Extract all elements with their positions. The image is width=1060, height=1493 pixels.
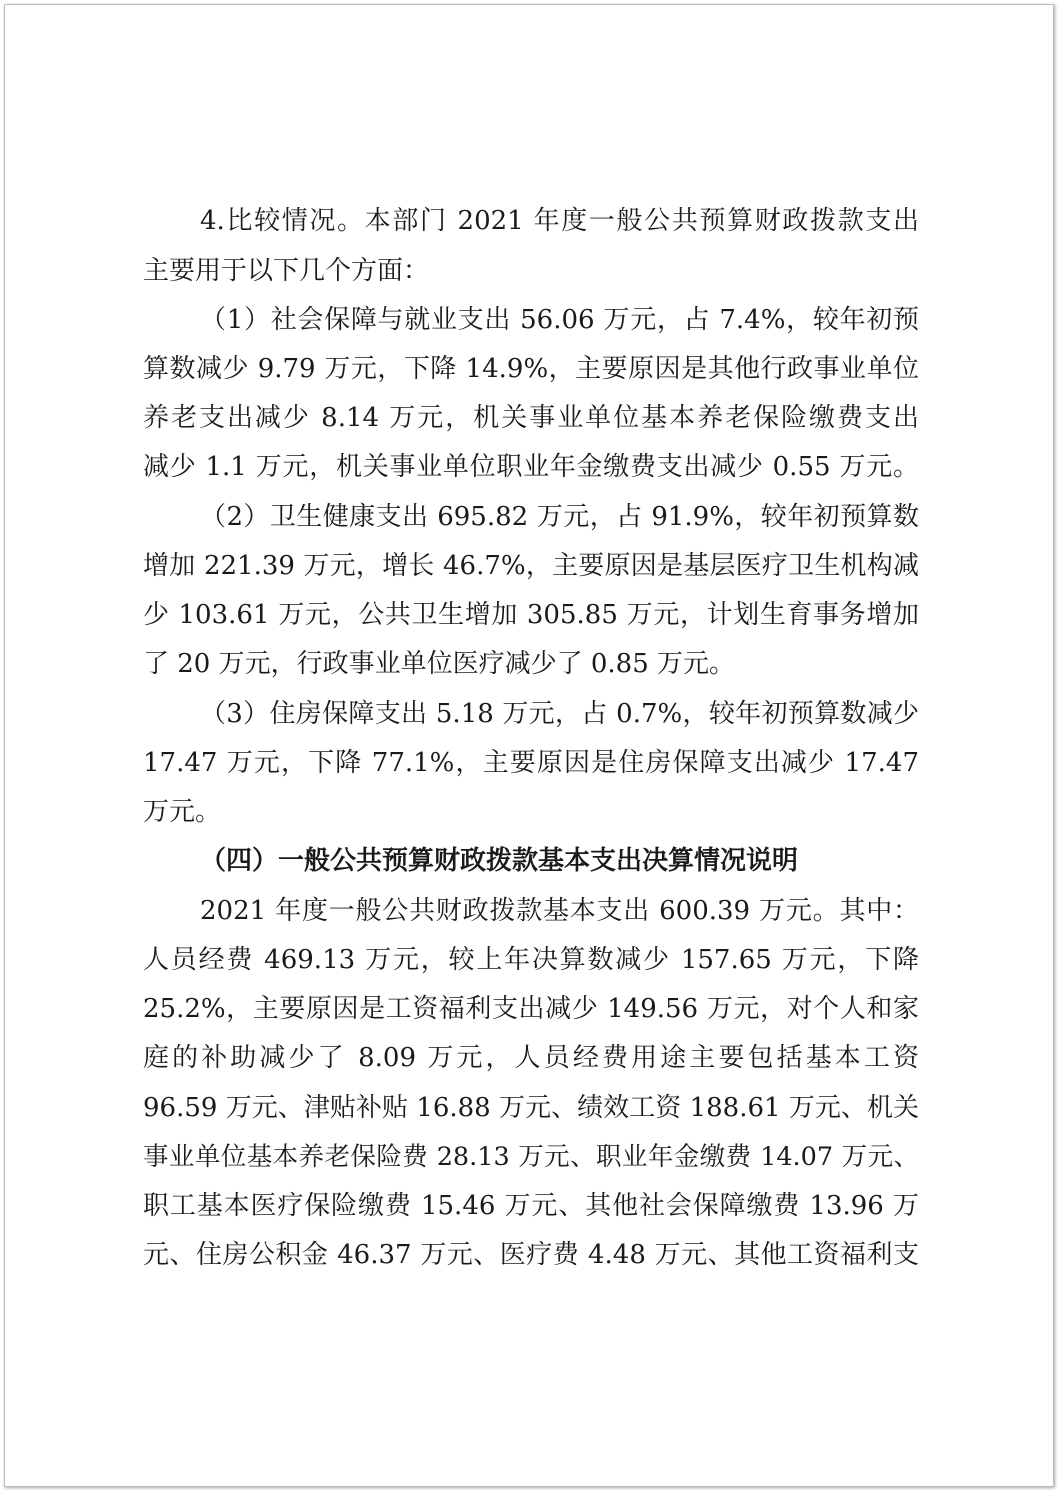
paragraph-basic-expenditure-line-7: 职工基本医疗保险缴费 15.46 万元、其他社会保障缴费 13.96 万 xyxy=(143,1191,919,1221)
paragraph-health-line-2: 增加 221.39 万元，增长 46.7%，主要原因是基层医疗卫生机构减 xyxy=(143,551,919,581)
paragraph-basic-expenditure-line-2: 人员经费 469.13 万元，较上年决算数减少 157.65 万元，下降 xyxy=(143,945,919,975)
paragraph-basic-expenditure-line-3: 25.2%，主要原因是工资福利支出减少 149.56 万元，对个人和家 xyxy=(143,994,919,1024)
paragraph-social-security-line-3: 养老支出减少 8.14 万元，机关事业单位基本养老保险缴费支出 xyxy=(143,403,919,433)
paragraph-basic-expenditure-line-1: 2021 年度一般公共财政拨款基本支出 600.39 万元。其中： xyxy=(200,896,919,926)
paragraph-housing-line-2: 17.47 万元，下降 77.1%，主要原因是住房保障支出减少 17.47 xyxy=(143,748,919,778)
paragraph-social-security-line-2: 算数减少 9.79 万元，下降 14.9%，主要原因是其他行政事业单位 xyxy=(143,354,919,384)
paragraph-basic-expenditure-line-5: 96.59 万元、津贴补贴 16.88 万元、绩效工资 188.61 万元、机关 xyxy=(143,1093,919,1123)
paragraph-basic-expenditure-line-8: 元、住房公积金 46.37 万元、医疗费 4.48 万元、其他工资福利支 xyxy=(143,1240,919,1270)
section-heading-basic-expenditure: （四）一般公共预算财政拨款基本支出决算情况说明 xyxy=(200,846,799,876)
paragraph-social-security-line-4: 减少 1.1 万元，机关事业单位职业年金缴费支出减少 0.55 万元。 xyxy=(143,452,919,482)
paragraph-health-line-4: 了 20 万元，行政事业单位医疗减少了 0.85 万元。 xyxy=(143,649,736,679)
paragraph-comparison-line-2: 主要用于以下几个方面： xyxy=(143,256,430,286)
paragraph-health-line-3: 少 103.61 万元，公共卫生增加 305.85 万元，计划生育事务增加 xyxy=(143,600,919,630)
paragraph-health-line-1: （2）卫生健康支出 695.82 万元，占 91.9%，较年初预算数 xyxy=(200,502,919,532)
paragraph-basic-expenditure-line-4: 庭的补助减少了 8.09 万元，人员经费用途主要包括基本工资 xyxy=(143,1043,919,1073)
paragraph-housing-line-1: （3）住房保障支出 5.18 万元，占 0.7%，较年初预算数减少 xyxy=(200,699,919,729)
paragraph-social-security-line-1: （1）社会保障与就业支出 56.06 万元，占 7.4%，较年初预 xyxy=(200,305,919,335)
paragraph-comparison-line-1: 4.比较情况。本部门 2021 年度一般公共预算财政拨款支出 xyxy=(200,206,919,236)
paragraph-basic-expenditure-line-6: 事业单位基本养老保险费 28.13 万元、职业年金缴费 14.07 万元、 xyxy=(143,1142,919,1172)
paragraph-housing-line-3: 万元。 xyxy=(143,797,222,827)
